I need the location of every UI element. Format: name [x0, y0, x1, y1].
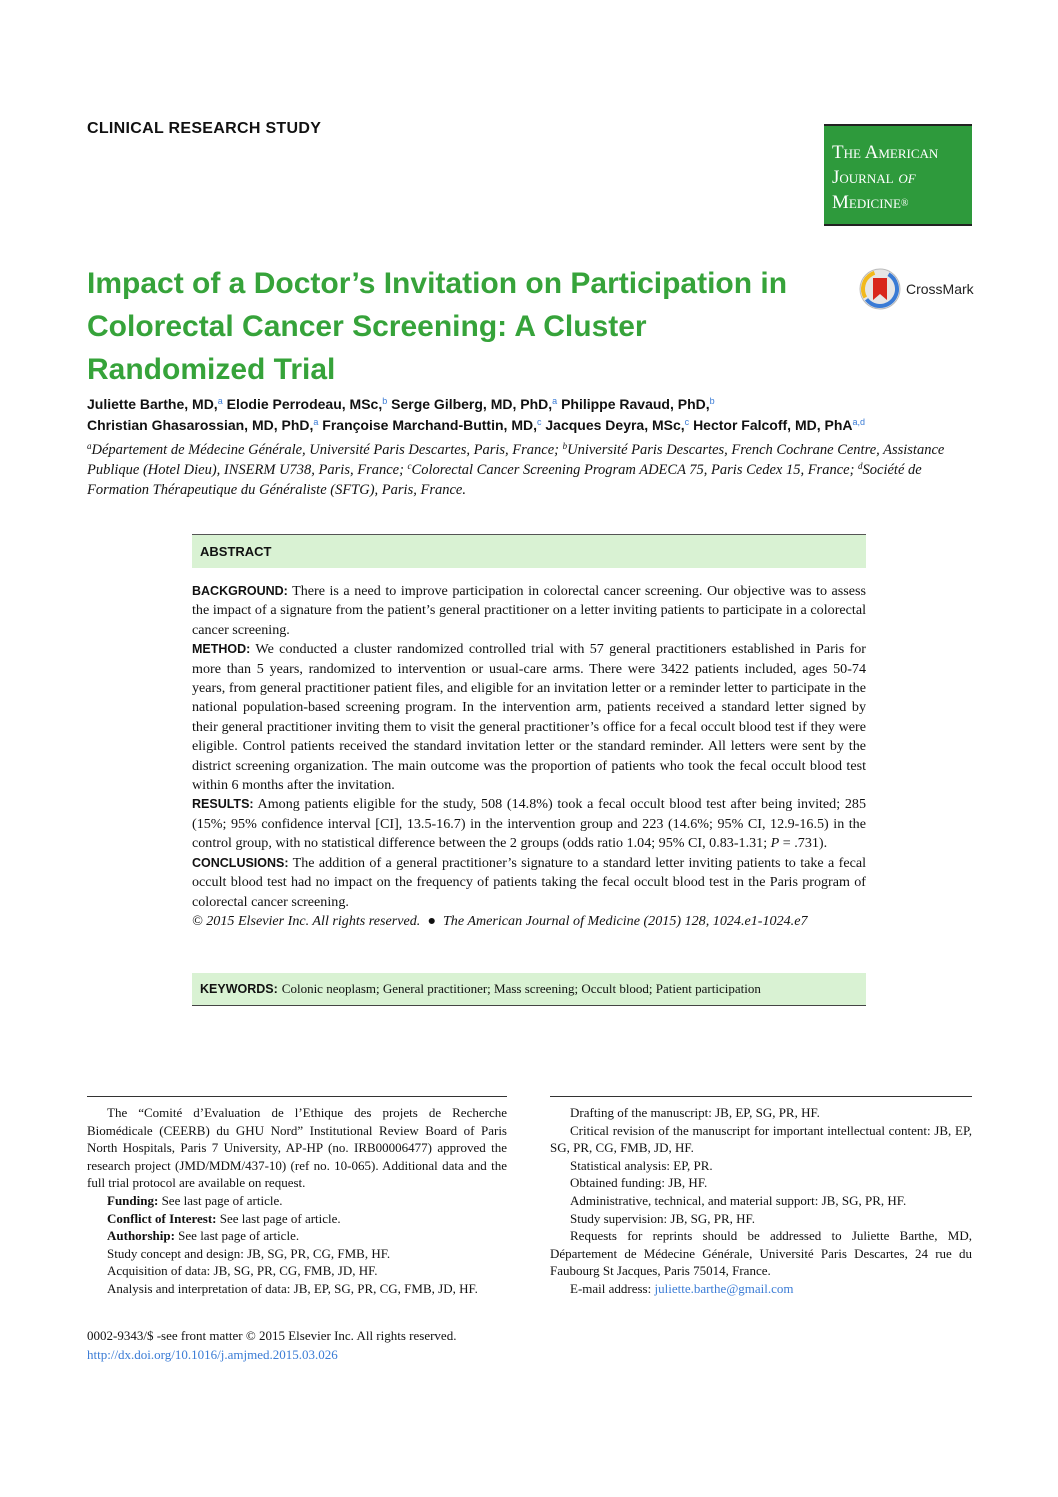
crossmark-icon: [858, 267, 902, 311]
author-affiliation-mark: b: [709, 396, 715, 406]
email-label: E-mail address:: [570, 1280, 655, 1296]
authorship-note: [87, 1227, 507, 1245]
drafting-note: Drafting of the manuscript: JB, EP, SG, PR, HF.: [570, 1105, 820, 1120]
results-text: Among patients eligible for the study, 508 (14.8%) took a fecal occult blood test after being invited; 285 (15%; 95% confidence interval [CI], 13.5-16.7) in the intervention group and 223 (14.6%; 95% CI, 12.9-16.5) in the control group, with no statistical difference between the 2 groups (odds ratio 1.04; 95% CI, 0.83-1.31;: [192, 796, 866, 852]
acquisition-note: Acquisition of data: JB, SG, PR, CG, FMB, JD, HF.: [107, 1263, 378, 1279]
authorship-label: Authorship:: [107, 1228, 175, 1244]
concept-note: Study concept and design: JB, SG, PR, CG, FMB, HF.: [107, 1245, 391, 1261]
bullet-separator: ●: [427, 912, 436, 929]
obtained-funding-note: Obtained funding: JB, HF.: [570, 1175, 708, 1191]
crossmark-label: CrossMark: [906, 281, 974, 297]
affiliation-mark: b: [562, 441, 568, 451]
author-name: Philippe Ravaud, PhD,: [561, 396, 710, 412]
reprints-note: Requests for reprints should be addressed to Juliette Barthe, MD, Département de Médecine Générale, Université Paris Descartes, 24 rue du Faubourg St Jacques, Paris 75014, France.: [550, 1228, 972, 1279]
journal-logo-line1: The American: [832, 142, 939, 163]
author-affiliation-mark: c: [684, 417, 690, 427]
journal-logo-line2: Journal: [832, 167, 899, 188]
funding-note: [87, 1192, 507, 1210]
author-name: Serge Gilberg, MD, PhD,: [391, 396, 553, 412]
p-value-symbol: P: [770, 835, 780, 852]
affiliations: [87, 440, 977, 500]
conclusions-label: CONCLUSIONS:: [192, 855, 289, 870]
ethics-statement: The “Comité d’Evaluation de l’Ethique des projets de Recherche Biomédicale (CEERB) du GHU Nord” Institutional Review Board of Paris North Hospitals, Paris 7 University, AP-HP (no. IRB00006477) approved the research project (JMD/MDM/437-10) (ref no. 10-065). Additional data and the full trial protocol are available on request.: [87, 1105, 507, 1191]
abstract-method: [192, 640, 866, 795]
abstract-background: [192, 582, 866, 640]
author-name: Hector Falcoff, MD, PhA: [693, 417, 853, 433]
footnotes-right: [550, 1104, 972, 1298]
statistical-note: Statistical analysis: EP, PR.: [570, 1157, 713, 1173]
affiliation-text: Département de Médecine Générale, Université Paris Descartes, Paris, France;: [91, 442, 563, 458]
funding-label: Funding:: [107, 1192, 159, 1208]
coi-label: Conflict of Interest:: [107, 1210, 217, 1226]
affiliation-text: Colorectal Cancer Screening Program ADECA 75, Paris Cedex 15, France;: [411, 462, 859, 478]
author-name: Elodie Perrodeau, MSc,: [226, 396, 383, 412]
author-affiliation-mark: a: [313, 417, 319, 427]
journal-logo-of: of: [898, 167, 916, 188]
results-text-end: = .731).: [779, 835, 828, 852]
abstract-copyright-line: [192, 912, 866, 931]
crossmark-badge[interactable]: [858, 267, 978, 311]
author-affiliation-mark: a: [552, 396, 558, 406]
author-name: Françoise Marchand-Buttin, MD,: [322, 417, 537, 433]
affiliation-mark: a: [87, 441, 92, 451]
journal-logo: [824, 124, 972, 226]
doi-link[interactable]: http://dx.doi.org/10.1016/j.amjmed.2015.03.026: [87, 1347, 338, 1362]
author-affiliation-mark: a: [217, 396, 223, 406]
background-text: There is a need to improve participation in colorectal cancer screening. Our objective was to assess the impact of a signature from the patient’s general practitioner on a letter inviting patients to participate in a colorectal cancer screening.: [192, 583, 866, 638]
affiliation-mark: c: [407, 461, 412, 471]
abstract-heading: ABSTRACT: [192, 534, 866, 568]
copyright-text: © 2015 Elsevier Inc. All rights reserved.: [192, 912, 421, 929]
authorship-text: See last page of article.: [174, 1228, 300, 1244]
affiliation-text: Université Paris Descartes, French Cochrane Centre, Assistance Publique (Hotel Dieu), INSERM U738, Paris, France;: [87, 442, 945, 478]
abstract-results: [192, 795, 866, 853]
admin-support-note: Administrative, technical, and material support: JB, SG, PR, HF.: [570, 1192, 907, 1208]
revision-note: Critical revision of the manuscript for important intellectual content: JB, EP, SG, PR, CG, FMB, JD, HF.: [550, 1122, 972, 1156]
affiliation-text: Société de Formation Thérapeutique du Généraliste (SFTG), Paris, France.: [87, 462, 922, 498]
conclusions-text: The addition of a general practitioner’s signature to a standard letter inviting patients to take a fecal occult blood test had no impact on the frequency of patients taking the fecal occult blood test in the Paris program of colorectal cancer screening.: [192, 854, 866, 910]
journal-logo-line3: Medicine: [832, 192, 901, 213]
coi-text: See last page of article.: [216, 1210, 341, 1226]
email-note: [550, 1280, 972, 1298]
affiliation-mark: d: [858, 461, 863, 471]
method-label: METHOD:: [192, 642, 251, 657]
author-name: Christian Ghasarossian, MD, PhD,: [87, 417, 314, 433]
author-name: Jacques Deyra, MSc,: [545, 417, 685, 433]
author-affiliation-mark: b: [382, 396, 388, 406]
analysis-note: Analysis and interpretation of data: JB, EP, SG, PR, CG, FMB, JD, HF.: [107, 1280, 478, 1296]
registered-mark: ®: [900, 198, 909, 210]
background-label: BACKGROUND:: [192, 584, 288, 598]
issn-line: 0002-9343/$ -see front matter © 2015 Elsevier Inc. All rights reserved.: [87, 1328, 457, 1343]
author-name: Juliette Barthe, MD,: [87, 396, 218, 412]
coi-note: [87, 1210, 507, 1228]
keywords-text: Colonic neoplasm; General practitioner; Mass screening; Occult blood; Patient participation: [281, 981, 761, 996]
citation-text: The American Journal of Medicine (2015) 128, 1024.e1-1024.e7: [442, 912, 808, 929]
footnote-rule-right: [550, 1096, 972, 1097]
keywords-box: [192, 973, 866, 1006]
article-title: Impact of a Doctor’s Invitation on Participation in Colorectal Cancer Screening: A Cluster Randomized Trial: [87, 267, 788, 386]
email-link[interactable]: juliette.barthe@gmail.com: [654, 1280, 794, 1296]
author-affiliation-mark: c: [536, 417, 542, 427]
method-text: We conducted a cluster randomized controlled trial with 57 general practitioners established in Paris for more than 5 years, randomized to intervention or usual-care arms. There were 3422 patients included, ages 50-74 years, from general practitioner patient files, and eligible for an invitation letter or a reminder letter to participate in the national population-based screening program. In the intervention arm, patients received a standard letter signed by their general practitioner inviting them to visit the general practitioner’s office for a fecal occult blood test if they were eligible. Control patients received the standard invitation letter or the standard reminder. All letters were sent by the district screening organization. The main outcome was the proportion of patients who took the fecal occult blood test within 6 months after the invitation.: [192, 641, 866, 794]
keywords-label: KEYWORDS:: [200, 982, 278, 996]
footnote-rule-left: [87, 1096, 507, 1097]
supervision-note: Study supervision: JB, SG, PR, HF.: [570, 1210, 755, 1226]
section-label: CLINICAL RESEARCH STUDY: [87, 120, 322, 137]
abstract-body: [192, 582, 866, 931]
results-label: RESULTS:: [192, 797, 254, 812]
author-list: [87, 394, 987, 436]
abstract-conclusions: [192, 854, 866, 912]
funding-text: See last page of article.: [158, 1192, 283, 1208]
footnotes-left: [87, 1104, 507, 1298]
author-affiliation-mark: a,d: [852, 417, 866, 427]
